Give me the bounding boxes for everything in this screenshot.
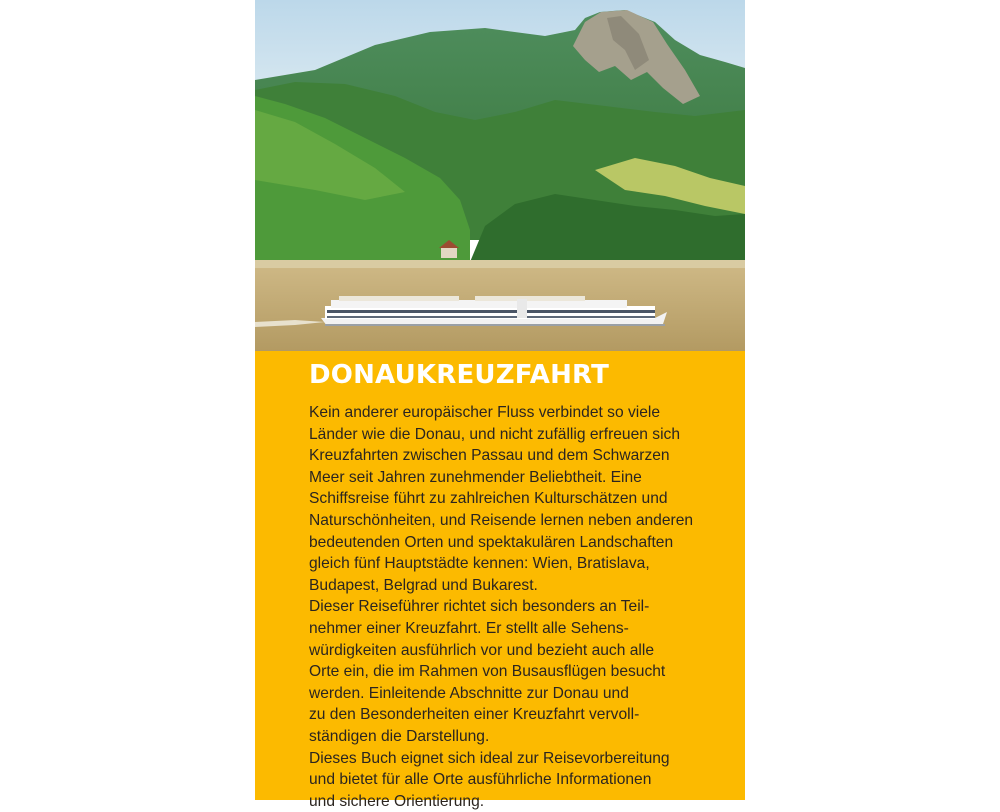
description-panel xyxy=(255,351,745,810)
description-line: Kreuzfahrten zwischen Passau und dem Schwarzen xyxy=(309,447,670,465)
description-line: Meer seit Jahren zunehmender Beliebtheit. Eine xyxy=(309,468,642,486)
description-line: Dieser Reiseführer richtet sich besonders an Teil- xyxy=(309,598,650,616)
description-line: Schiffsreise führt zu zahlreichen Kulturschätzen und xyxy=(309,490,668,508)
description-line: zu den Besonderheiten einer Kreuzfahrt vervoll- xyxy=(309,706,640,724)
description-line: ständigen die Darstellung. xyxy=(309,727,490,745)
book-back-cover xyxy=(255,0,745,810)
description-line: bedeutenden Orten und spektakulären Landschaften xyxy=(309,533,674,551)
description-line: und sichere Orientierung. xyxy=(309,792,485,810)
description-line: Naturschönheiten, und Reisende lernen neben anderen xyxy=(309,511,694,529)
book-description xyxy=(309,402,739,812)
cruise-ship xyxy=(321,296,667,326)
description-line: und bietet für alle Orte ausführliche Informationen xyxy=(309,771,652,789)
description-line: nehmer einer Kreuzfahrt. Er stellt alle Sehens- xyxy=(309,619,629,637)
description-line: Dieses Buch eignet sich ideal zur Reisevorbereitung xyxy=(309,749,670,767)
description-line: Kein anderer europäischer Fluss verbindet so viele xyxy=(309,404,661,421)
description-line: Budapest, Belgrad und Bukarest. xyxy=(309,576,538,594)
description-line: werden. Einleitende Abschnitte zur Donau und xyxy=(309,684,629,702)
shoreline xyxy=(255,260,745,268)
book-title: DONAUKREUZFAHRT xyxy=(309,360,610,390)
description-line: würdigkeiten ausführlich vor und bezieht auch alle xyxy=(309,641,655,659)
description-line: Länder wie die Donau, und nicht zufällig erfreuen sich xyxy=(309,425,681,443)
danube-cruise-photo xyxy=(255,0,745,351)
description-line: gleich fünf Hauptstädte kennen: Wien, Bratislava, xyxy=(309,555,650,573)
description-line: Orte ein, die im Rahmen von Busausflügen besucht xyxy=(309,663,666,681)
farmhouse xyxy=(441,247,457,258)
